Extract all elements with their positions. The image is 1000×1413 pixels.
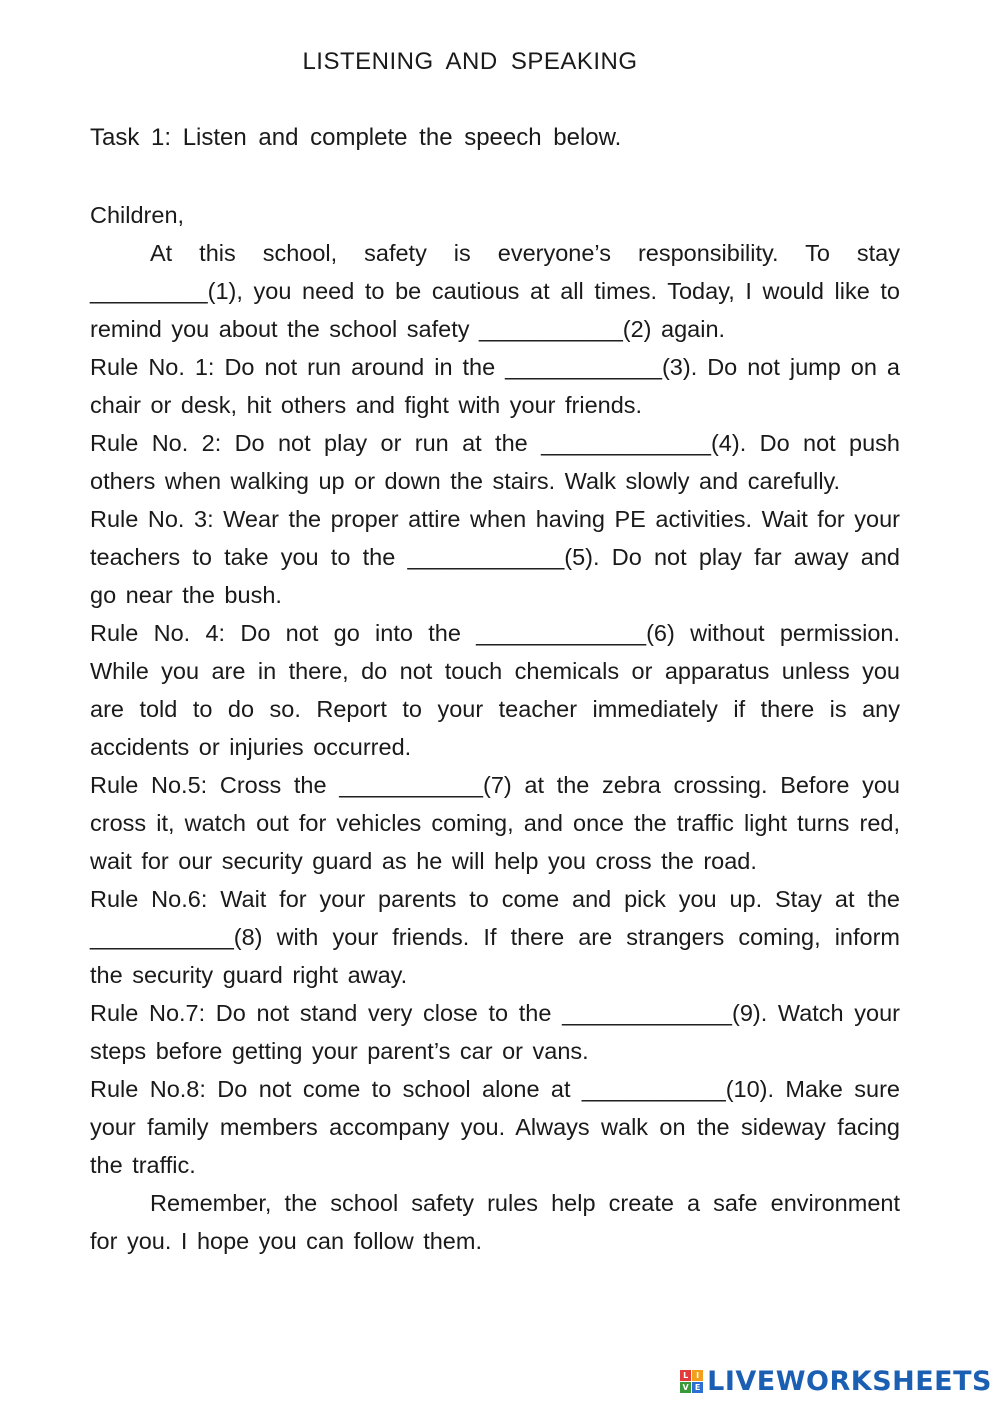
rule-6: Rule No.6: Wait for your parents to come and pick you up. Stay at the ___________(8) with your friends. If there are strangers coming, inform the security guard right away. [90,886,900,988]
rule-5: Rule No.5: Cross the ___________(7) at the zebra crossing. Before you cross it, watch out for vehicles coming, and once the traffic light turns red, wait for our security guard as he will help you cross the road. [90,772,900,874]
greeting: Children, [90,202,185,228]
speech-closing: Remember, the school safety rules help create a safe environment for you. I hope you can follow them. [90,1190,900,1254]
rule-8: Rule No.8: Do not come to school alone at ___________(10). Make sure your family members accompany you. Always walk on the sideway facing the traffic. [90,1076,900,1178]
speech-body [90,196,900,1260]
rule-7: Rule No.7: Do not stand very close to the _____________(9). Watch your steps before getting your parent’s car or vans. [90,1000,900,1064]
logo-badge-letter: V [680,1382,691,1393]
speech-intro: At this school, safety is everyone’s responsibility. To stay _________(1), you need to be cautious at all times. Today, I would like to remind you about the school safety ___________(2) again. [90,240,900,342]
page-title: LISTENING AND SPEAKING [302,48,638,75]
logo-badge-icon [680,1370,703,1393]
logo-badge-letter: L [680,1370,691,1381]
logo-badge-letter: E [692,1382,703,1393]
logo-text: LIVEWORKSHEETS [707,1366,992,1397]
rule-1: Rule No. 1: Do not run around in the ____________(3). Do not jump on a chair or desk, hit others and fight with your friends. [90,354,900,418]
rule-2: Rule No. 2: Do not play or run at the _____________(4). Do not push others when walking up or down the stairs. Walk slowly and carefully. [90,430,900,494]
rule-4: Rule No. 4: Do not go into the _____________(6) without permission. While you are in there, do not touch chemicals or apparatus unless you are told to do so. Report to your teacher immediately if there is any accidents or injuries occurred. [90,620,900,760]
task-heading: Task 1: Listen and complete the speech below. [90,124,622,151]
rule-3: Rule No. 3: Wear the proper attire when having PE activities. Wait for your teachers to take you to the ____________(5). Do not play far away and go near the bush. [90,506,900,608]
liveworksheets-logo[interactable] [680,1366,992,1397]
logo-badge-letter: I [692,1370,703,1381]
